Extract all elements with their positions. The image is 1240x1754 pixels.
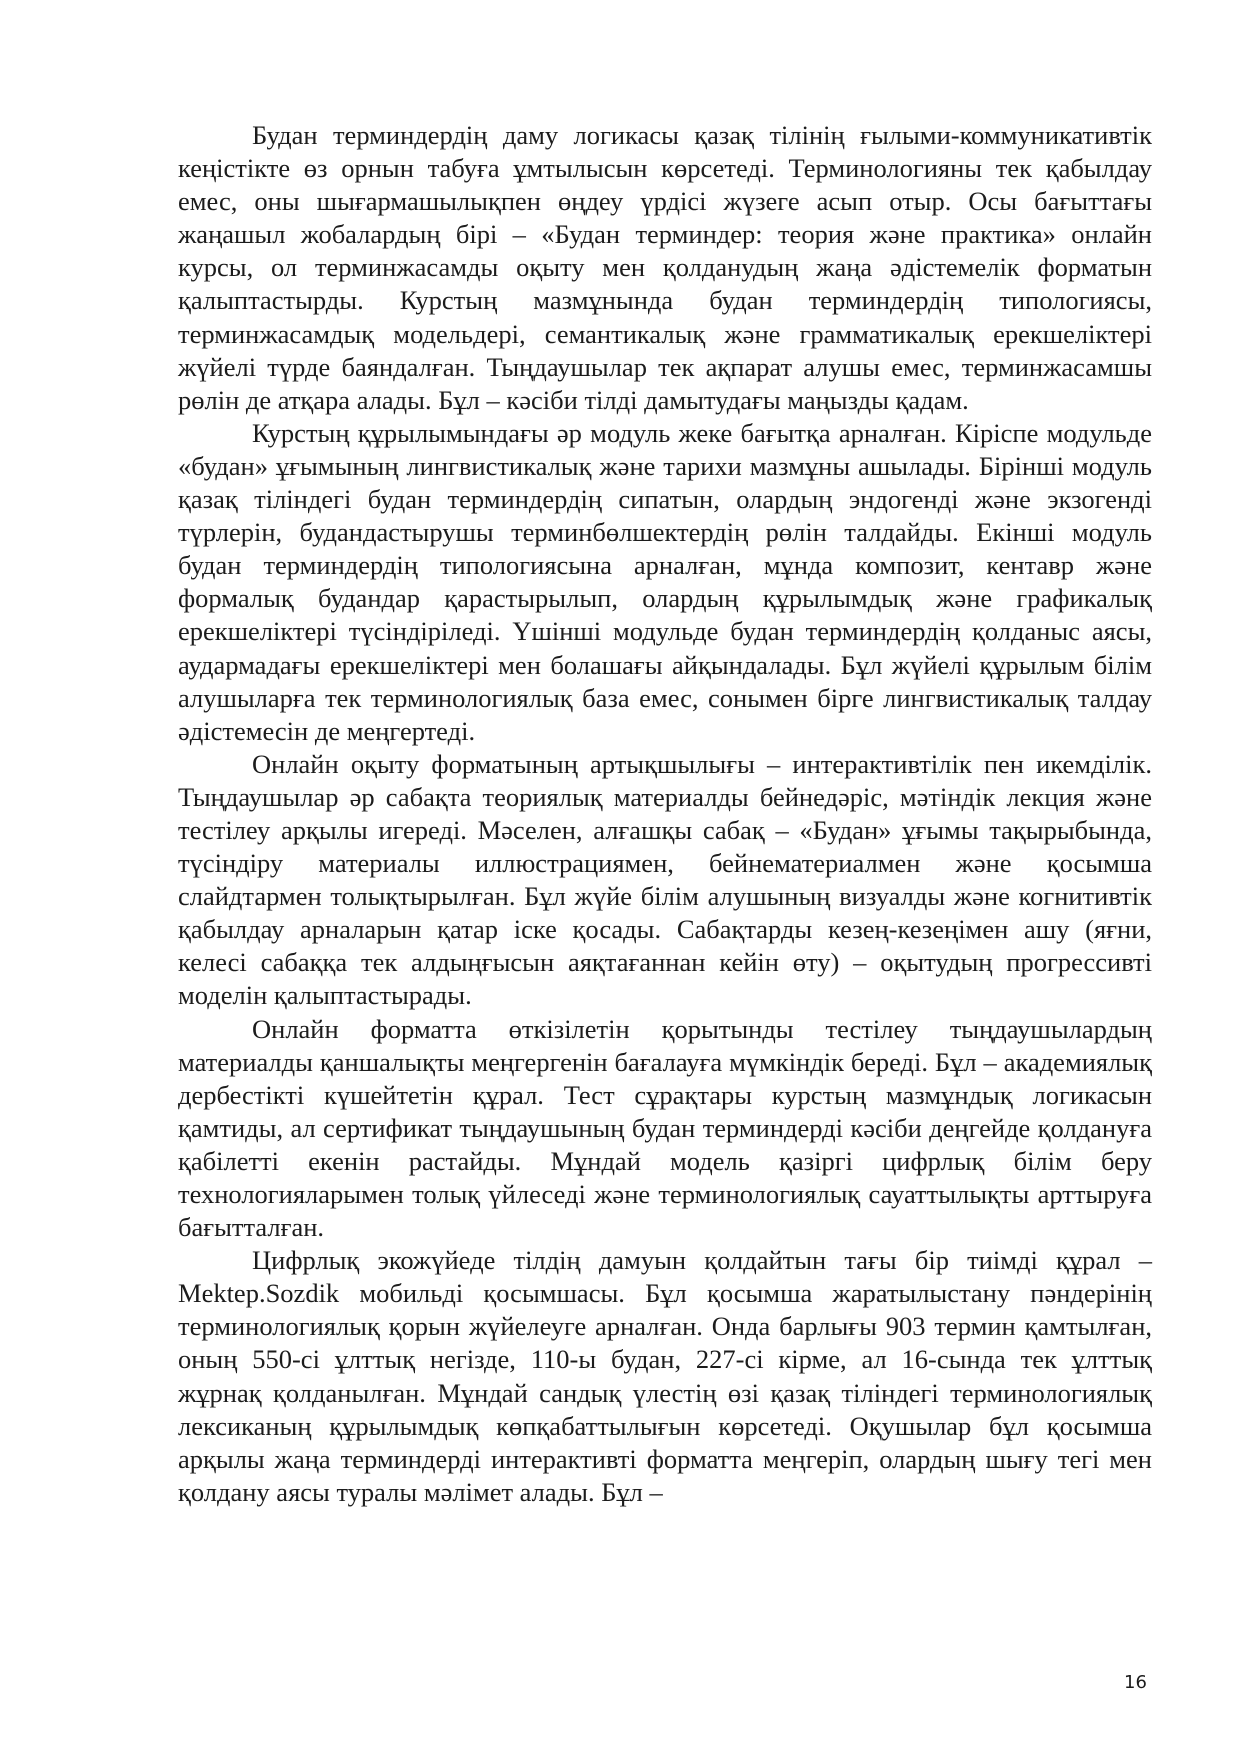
paragraph: Курстың құрылымындағы әр модуль жеке бағытқа арналған. Кіріспе модульде «будан» ұғымының лингвистикалық және тарихи мазмұны ашылады. Бірінші модуль қазақ тіліндегі будан терминдердің сипатын, олардың эндогенді және экзогенді түрлерін, будандастырушы терминбөлшектердің рөлін талдайды. Екінші модуль будан терминдердің типологиясына арналған, мұнда композит, кентавр және формалық будандар қарастырылып, олардың құрылымдық және графикалық ерекшеліктері түсіндіріледі. Үшінші модульде будан терминдердің қолданыс аясы, аудармадағы ерекшеліктері мен болашағы айқындалады. Бұл жүйелі құрылым білім алушыларға тек терминологиялық база емес, сонымен бірге лингвистикалық талдау әдістемесін де меңгертеді.: [178, 417, 1152, 746]
paragraph: Онлайн форматта өткізілетін қорытынды тестілеу тыңдаушылардың материалды қаншалықты меңгергенін бағалауға мүмкіндік береді. Бұл – академиялық дербестікті күшейтетін құрал. Тест сұрақтары курстың мазмұндық логикасын қамтиды, ал сертификат тыңдаушының будан терминдерді кәсіби деңгейде қолдануға қабілетті екенін растайды. Мұндай модель қазіргі цифрлық білім беру технологияларымен толық үйлеседі және терминологиялық сауаттылықты арттыруға бағытталған.: [178, 1013, 1152, 1243]
document-body: [178, 119, 1152, 1509]
paragraph: Будан терминдердің даму логикасы қазақ тілінің ғылыми-коммуникативтік кеңістікте өз орнын табуға ұмтылысын көрсетеді. Терминологияны тек қабылдау емес, оны шығармашылықпен өңдеу үрдісі жүзеге асып отыр. Осы бағыттағы жаңашыл жобалардың бірі – «Будан терминдер: теория және практика» онлайн курсы, ол терминжасамды оқыту мен қолданудың жаңа әдістемелік форматын қалыптастырды. Курстың мазмұнында будан терминдердің типологиясы, терминжасамдық модельдері, семантикалық және грамматикалық ерекшеліктері жүйелі түрде баяндалған. Тыңдаушылар тек ақпарат алушы емес, терминжасамшы рөлін де атқара алады. Бұл – кәсіби тілді дамытудағы маңызды қадам.: [178, 120, 1152, 415]
page-number: 16: [1124, 1672, 1147, 1693]
paragraph: Цифрлық экожүйеде тілдің дамуын қолдайтын тағы бір тиімді құрал – Mektep.Sozdik мобильді қосымшасы. Бұл қосымша жаратылыстану пәндерінің терминологиялық қорын жүйелеуге арналған. Онда барлығы 903 термин қамтылған, оның 550-сі ұлттық негізде, 110-ы будан, 227-сі кірме, ал 16-сында тек ұлттық жұрнақ қолданылған. Мұндай сандық үлестің өзі қазақ тіліндегі терминологиялық лексиканың құрылымдық көпқабаттылығын көрсетеді. Оқушылар бұл қосымша арқылы жаңа терминдерді интерактивті форматта меңгеріп, олардың шығу тегі мен қолдану аясы туралы мәлімет алады. Бұл –: [178, 1245, 1152, 1507]
paragraph: Онлайн оқыту форматының артықшылығы – интерактивтілік пен икемділік. Тыңдаушылар әр сабақта теориялық материалды бейнедәріс, мәтіндік лекция және тестілеу арқылы игереді. Мәселен, алғашқы сабақ – «Будан» ұғымы тақырыбында, түсіндіру материалы иллюстрациямен, бейнематериалмен және қосымша слайдтармен толықтырылған. Бұл жүйе білім алушының визуалды және когнитивтік қабылдау арналарын қатар іске қосады. Сабақтарды кезең-кезеңімен ашу (яғни, келесі сабаққа тек алдыңғысын аяқтағаннан кейін өту) – оқытудың прогрессивті моделін қалыптастырады.: [178, 748, 1152, 1011]
